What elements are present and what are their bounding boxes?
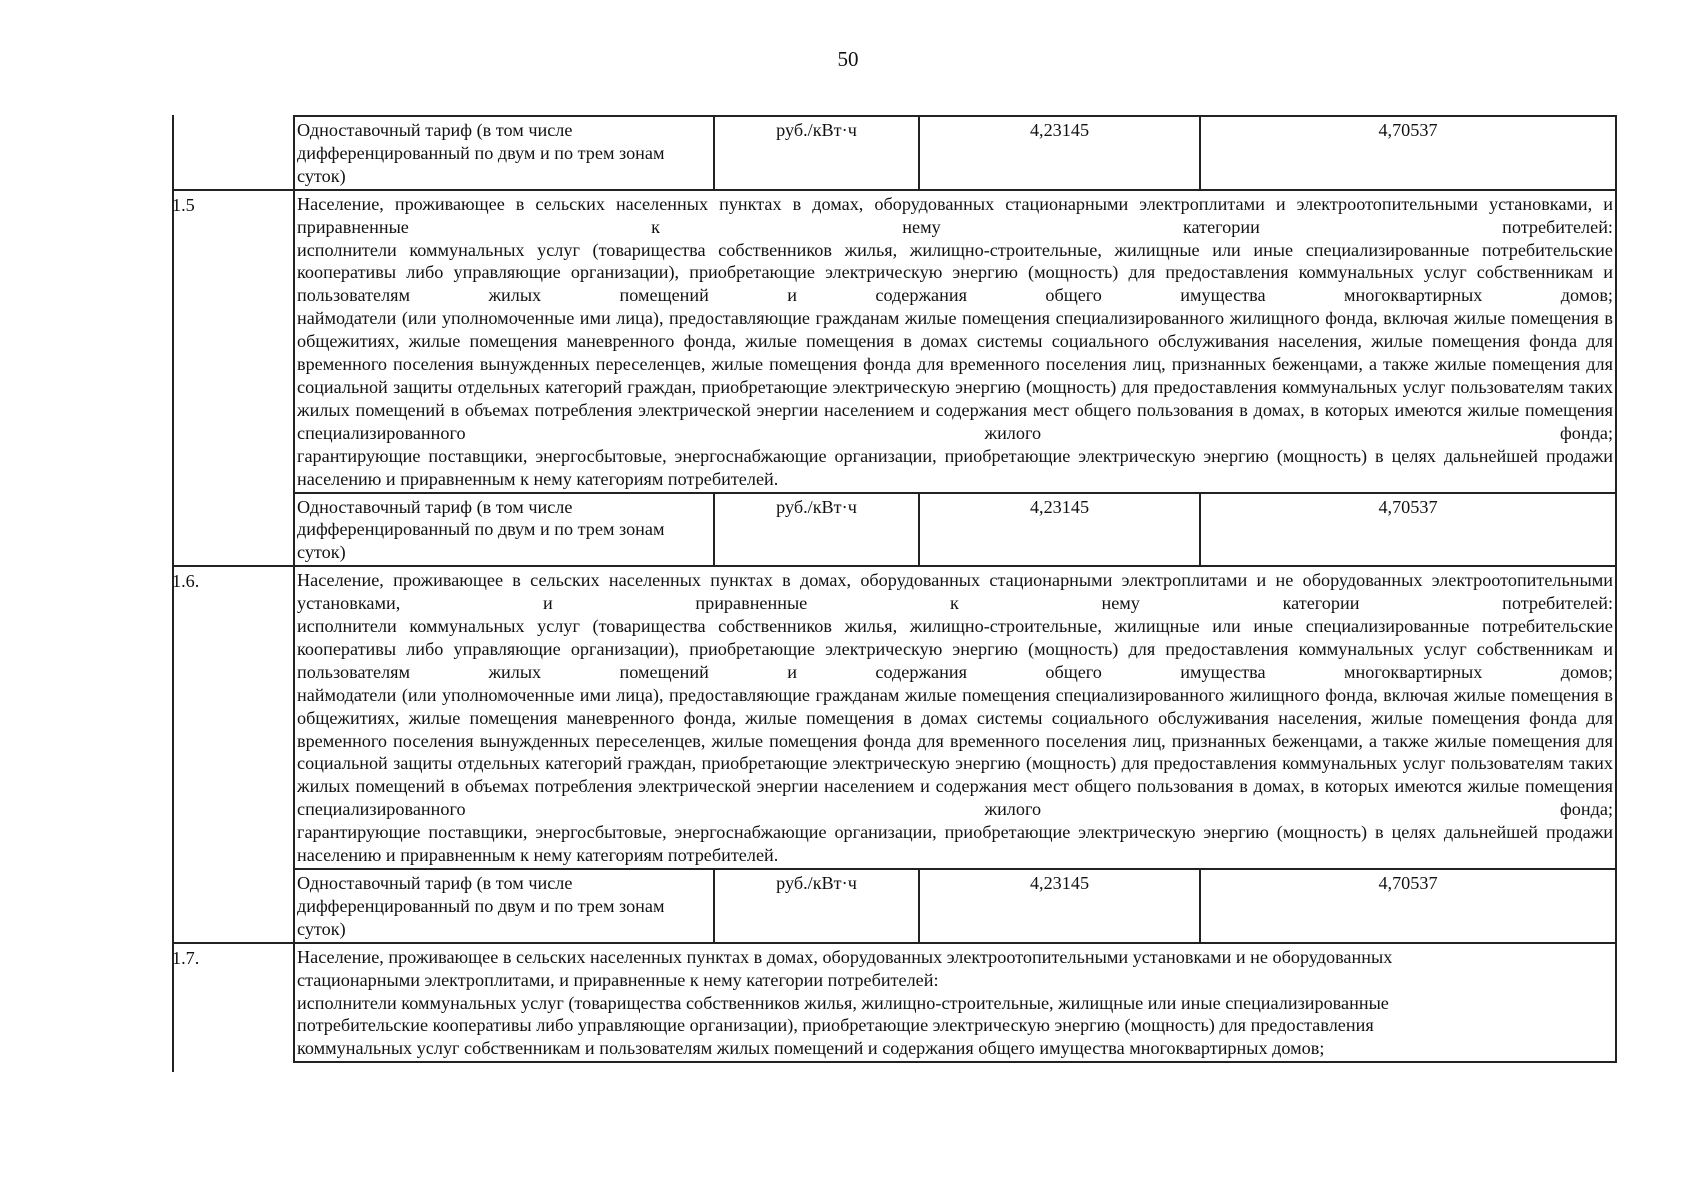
- tariff-value-1: 4,23145: [919, 869, 1200, 943]
- paragraph: наймодатели (или уполномоченные ими лица), предоставляющие гражданам жилые помещения специализированного жилищного фонда, включая жилые помещения в общежитиях, жилые помещения маневренного фонда, жилые помещения в домах системы социального обслуживания населения, жилые помещения фонда для временного поселения вынужденных переселенцев, жилые помещения фонда для временного поселения лиц, признанных беженцами, а также жилые помещения для социальной защиты отдельных категорий граждан, приобретающие электрическую энергию (мощность) для предоставления коммунальных услуг пользователям таких жилых помещений в объемах потребления электрической энергии населением и содержания мест общего пользования в домах, в которых имеются жилые помещения специализированного жилого фонда;: [297, 308, 1613, 443]
- paragraph: гарантирующие поставщики, энергосбытовые, энергоснабжающие организации, приобретающие электрическую энергию (мощность) в целях дальнейшей продажи населению и приравненным к нему категориям потребителей.: [297, 822, 1613, 866]
- tariff-value-1: 4,23145: [919, 116, 1200, 190]
- paragraph: Население, проживающее в сельских населенных пунктах в домах, оборудованных стационарными электроплитами и электроотопительными установками, и приравненные к нему категории потребителей:: [297, 193, 1613, 237]
- text-line: коммунальных услуг собственникам и пользователям жилых помещений и содержания общего имущества многоквартирных домов;: [297, 1038, 1325, 1059]
- tariff-value-2: 4,70537: [1200, 116, 1616, 190]
- text-line: потребительские кооперативы либо управляющие организации), приобретающие электрическую энергию (мощность) для предоставления: [297, 1015, 1374, 1036]
- tariff-row: [172, 116, 1616, 190]
- section-number: 1.5: [172, 190, 294, 567]
- tariff-table: [172, 115, 1617, 1063]
- row-number-cell: [172, 116, 294, 190]
- section-number: 1.7.: [172, 943, 294, 1063]
- tariff-value-1: 4,23145: [919, 493, 1200, 567]
- tariff-name: Одноставочный тариф (в том числе дифференцированный по двум и по трем зонам суток): [294, 869, 714, 943]
- tariff-name: Одноставочный тариф (в том числе дифференцированный по двум и по трем зонам суток): [294, 116, 714, 190]
- tariff-name: Одноставочный тариф (в том числе дифференцированный по двум и по трем зонам суток): [294, 493, 714, 567]
- paragraph: гарантирующие поставщики, энергосбытовые, энергоснабжающие организации, приобретающие электрическую энергию (мощность) в целях дальнейшей продажи населению и приравненным к нему категориям потребителей.: [297, 445, 1613, 489]
- paragraph: наймодатели (или уполномоченные ими лица), предоставляющие гражданам жилые помещения специализированного жилищного фонда, включая жилые помещения в общежитиях, жилые помещения маневренного фонда, жилые помещения в домах системы социального обслуживания населения, жилые помещения фонда для временного поселения вынужденных переселенцев, жилые помещения фонда для временного поселения лиц, признанных беженцами, а также жилые помещения для социальной защиты отдельных категорий граждан, приобретающие электрическую энергию (мощность) для предоставления коммунальных услуг пользователям таких жилых помещений в объемах потребления электрической энергии населением и содержания мест общего пользования в домах, в которых имеются жилые помещения специализированного жилого фонда;: [297, 684, 1613, 820]
- tariff-value-2: 4,70537: [1200, 493, 1616, 567]
- tariff-row: [172, 869, 1616, 943]
- section-number: 1.6.: [172, 566, 294, 943]
- paragraph: исполнители коммунальных услуг (товарищества собственников жилья, жилищно-строительные, жилищные или иные специализированные потребительские кооперативы либо управляющие организации), приобретающие электрическую энергию (мощность) для предоставления коммунальных услуг собственникам и пользователям жилых помещений и содержания общего имущества многоквартирных домов;: [297, 239, 1613, 306]
- text-line: Население, проживающее в сельских населенных пунктах в домах, оборудованных электроотопительными установками и не оборудованных: [297, 946, 1393, 967]
- section-description: [294, 190, 1616, 493]
- section-row: [172, 566, 1616, 869]
- section-row: [172, 943, 1616, 1063]
- tariff-value-2: 4,70537: [1200, 869, 1616, 943]
- text-line: исполнители коммунальных услуг (товарищества собственников жилья, жилищно-строительные, жилищные или иные специализированные: [297, 992, 1389, 1013]
- paragraph: исполнители коммунальных услуг (товарищества собственников жилья, жилищно-строительные, жилищные или иные специализированные потребительские кооперативы либо управляющие организации), приобретающие электрическую энергию (мощность) для предоставления коммунальных услуг собственникам и пользователям жилых помещений и содержания общего имущества многоквартирных домов;: [297, 616, 1613, 682]
- text-line: стационарными электроплитами, и приравненные к нему категории потребителей:: [297, 969, 939, 990]
- tariff-unit: руб./кВт·ч: [714, 493, 919, 567]
- tariff-row: [172, 493, 1616, 567]
- tariff-unit: руб./кВт·ч: [714, 869, 919, 943]
- page-number: 50: [837, 47, 859, 71]
- section-row: [172, 190, 1616, 493]
- tariff-unit: руб./кВт·ч: [714, 116, 919, 190]
- section-description: [294, 566, 1616, 869]
- paragraph: Население, проживающее в сельских населенных пунктах в домах, оборудованных стационарными электроплитами и не оборудованных электроотопительными установками, и приравненные к нему категории потребителей:: [297, 570, 1613, 614]
- section-description: [294, 943, 1616, 1063]
